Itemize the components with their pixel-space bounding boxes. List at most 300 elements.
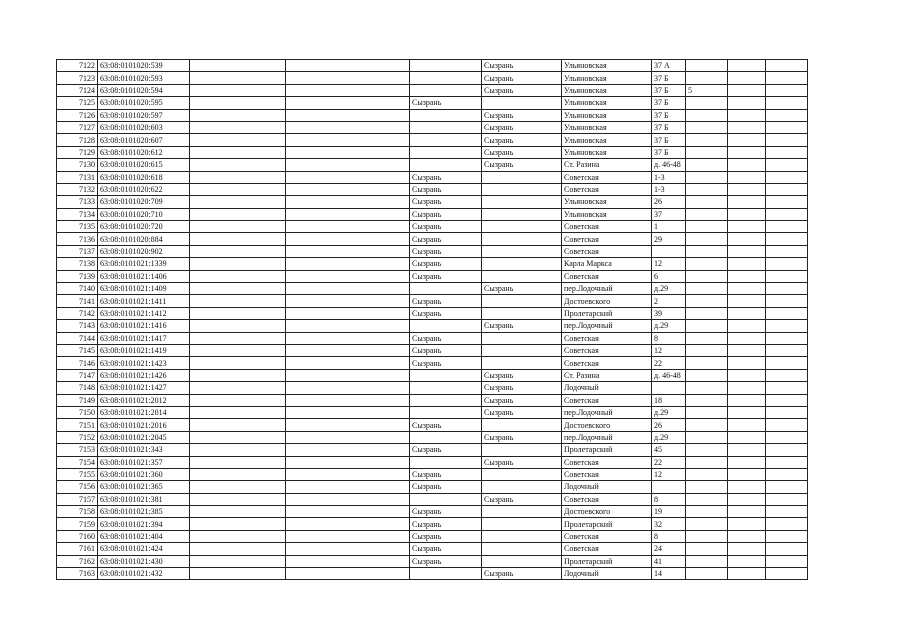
empty-cell xyxy=(190,72,286,84)
empty-cell xyxy=(190,568,286,580)
empty-cell xyxy=(766,60,808,72)
house-cell: 8 xyxy=(652,332,686,344)
street-cell: Советская xyxy=(562,543,652,555)
empty-cell xyxy=(728,72,766,84)
extra-cell xyxy=(686,357,728,369)
city-cell xyxy=(410,568,482,580)
empty-cell xyxy=(190,382,286,394)
table-row xyxy=(57,320,808,332)
street-cell: Советская xyxy=(562,221,652,233)
empty-cell xyxy=(190,60,286,72)
house-cell: д. 46-48 xyxy=(652,369,686,381)
cadastral-number: 63:08:0101020:597 xyxy=(98,109,190,121)
city-cell: Сызрань xyxy=(410,518,482,530)
empty-cell xyxy=(190,258,286,270)
city-cell: Сызрань xyxy=(410,196,482,208)
row-number: 7146 xyxy=(57,357,98,369)
city-cell xyxy=(410,493,482,505)
empty-cell xyxy=(728,84,766,96)
empty-cell xyxy=(728,196,766,208)
empty-cell xyxy=(190,406,286,418)
street-cell: Лодочный xyxy=(562,568,652,580)
cadastral-number: 63:08:0101021:360 xyxy=(98,468,190,480)
empty-cell xyxy=(728,283,766,295)
empty-cell xyxy=(286,568,410,580)
settlement-cell xyxy=(482,344,562,356)
city-cell: Сызрань xyxy=(410,221,482,233)
cadastral-number: 63:08:0101021:2016 xyxy=(98,419,190,431)
empty-cell xyxy=(286,258,410,270)
extra-cell xyxy=(686,171,728,183)
settlement-cell xyxy=(482,208,562,220)
city-cell xyxy=(410,283,482,295)
table-row xyxy=(57,481,808,493)
city-cell xyxy=(410,109,482,121)
extra-cell xyxy=(686,568,728,580)
street-cell: Ульяновская xyxy=(562,196,652,208)
empty-cell xyxy=(766,518,808,530)
row-number: 7158 xyxy=(57,506,98,518)
settlement-cell xyxy=(482,444,562,456)
empty-cell xyxy=(728,530,766,542)
settlement-cell: Сызрань xyxy=(482,159,562,171)
empty-cell xyxy=(728,555,766,567)
street-cell: Советская xyxy=(562,270,652,282)
cadastral-number: 63:08:0101020:622 xyxy=(98,183,190,195)
extra-cell xyxy=(686,530,728,542)
cadastral-number: 63:08:0101020:607 xyxy=(98,134,190,146)
table-row xyxy=(57,382,808,394)
empty-cell xyxy=(190,109,286,121)
empty-cell xyxy=(728,245,766,257)
street-cell: Карла Маркса xyxy=(562,258,652,270)
settlement-cell xyxy=(482,97,562,109)
extra-cell xyxy=(686,307,728,319)
settlement-cell xyxy=(482,419,562,431)
empty-cell xyxy=(766,568,808,580)
street-cell: Лодочный xyxy=(562,481,652,493)
empty-cell xyxy=(728,394,766,406)
empty-cell xyxy=(766,159,808,171)
empty-cell xyxy=(766,555,808,567)
empty-cell xyxy=(728,357,766,369)
row-number: 7150 xyxy=(57,406,98,418)
cadastral-number: 63:08:0101021:2012 xyxy=(98,394,190,406)
cadastral-number: 63:08:0101021:1339 xyxy=(98,258,190,270)
city-cell: Сызрань xyxy=(410,270,482,282)
street-cell: пер.Лодочный xyxy=(562,431,652,443)
empty-cell xyxy=(286,518,410,530)
row-number: 7154 xyxy=(57,456,98,468)
table-row xyxy=(57,394,808,406)
city-cell: Сызрань xyxy=(410,295,482,307)
house-cell: 41 xyxy=(652,555,686,567)
empty-cell xyxy=(190,493,286,505)
city-cell xyxy=(410,456,482,468)
row-number: 7152 xyxy=(57,431,98,443)
row-number: 7160 xyxy=(57,530,98,542)
settlement-cell: Сызрань xyxy=(482,72,562,84)
cadastral-number: 63:08:0101020:595 xyxy=(98,97,190,109)
house-cell: д.29 xyxy=(652,431,686,443)
row-number: 7155 xyxy=(57,468,98,480)
settlement-cell xyxy=(482,481,562,493)
empty-cell xyxy=(286,97,410,109)
cadastral-number: 63:08:0101021:343 xyxy=(98,444,190,456)
empty-cell xyxy=(766,419,808,431)
house-cell: 8 xyxy=(652,493,686,505)
empty-cell xyxy=(766,97,808,109)
extra-cell xyxy=(686,481,728,493)
cadastral-number: 63:08:0101021:1427 xyxy=(98,382,190,394)
empty-cell xyxy=(286,543,410,555)
cadastral-number: 63:08:0101021:1412 xyxy=(98,307,190,319)
empty-cell xyxy=(286,171,410,183)
settlement-cell: Сызрань xyxy=(482,456,562,468)
house-cell: 8 xyxy=(652,530,686,542)
settlement-cell: Сызрань xyxy=(482,121,562,133)
cadastral-number: 63:08:0101021:1411 xyxy=(98,295,190,307)
empty-cell xyxy=(190,121,286,133)
settlement-cell: Сызрань xyxy=(482,146,562,158)
house-cell: д. 46-48 xyxy=(652,159,686,171)
row-number: 7161 xyxy=(57,543,98,555)
empty-cell xyxy=(190,506,286,518)
row-number: 7125 xyxy=(57,97,98,109)
settlement-cell xyxy=(482,245,562,257)
empty-cell xyxy=(766,72,808,84)
table-row xyxy=(57,84,808,96)
house-cell: 26 xyxy=(652,196,686,208)
settlement-cell: Сызрань xyxy=(482,134,562,146)
empty-cell xyxy=(766,382,808,394)
empty-cell xyxy=(190,444,286,456)
empty-cell xyxy=(286,357,410,369)
empty-cell xyxy=(766,481,808,493)
empty-cell xyxy=(190,555,286,567)
street-cell: Достоевского xyxy=(562,419,652,431)
empty-cell xyxy=(766,245,808,257)
extra-cell xyxy=(686,208,728,220)
extra-cell xyxy=(686,456,728,468)
empty-cell xyxy=(728,518,766,530)
empty-cell xyxy=(728,270,766,282)
empty-cell xyxy=(190,320,286,332)
city-cell: Сызрань xyxy=(410,481,482,493)
empty-cell xyxy=(728,97,766,109)
empty-cell xyxy=(190,196,286,208)
empty-cell xyxy=(190,431,286,443)
extra-cell xyxy=(686,72,728,84)
row-number: 7123 xyxy=(57,72,98,84)
street-cell: Пролетарский xyxy=(562,307,652,319)
empty-cell xyxy=(286,419,410,431)
extra-cell xyxy=(686,369,728,381)
row-number: 7131 xyxy=(57,171,98,183)
city-cell xyxy=(410,369,482,381)
city-cell: Сызрань xyxy=(410,332,482,344)
empty-cell xyxy=(286,382,410,394)
empty-cell xyxy=(190,307,286,319)
empty-cell xyxy=(728,506,766,518)
cadastral-number: 63:08:0101020:593 xyxy=(98,72,190,84)
street-cell: Ульяновская xyxy=(562,72,652,84)
empty-cell xyxy=(728,419,766,431)
table-row xyxy=(57,444,808,456)
empty-cell xyxy=(286,431,410,443)
street-cell: пер.Лодочный xyxy=(562,406,652,418)
city-cell: Сызрань xyxy=(410,468,482,480)
cadastral-number: 63:08:0101021:1409 xyxy=(98,283,190,295)
empty-cell xyxy=(286,221,410,233)
city-cell: Сызрань xyxy=(410,258,482,270)
house-cell: 45 xyxy=(652,444,686,456)
settlement-cell xyxy=(482,468,562,480)
city-cell: Сызрань xyxy=(410,245,482,257)
empty-cell xyxy=(728,60,766,72)
cadastral-number: 63:08:0101020:612 xyxy=(98,146,190,158)
extra-cell xyxy=(686,506,728,518)
cadastral-number: 63:08:0101020:615 xyxy=(98,159,190,171)
table-row xyxy=(57,506,808,518)
empty-cell xyxy=(728,320,766,332)
extra-cell xyxy=(686,146,728,158)
city-cell: Сызрань xyxy=(410,543,482,555)
empty-cell xyxy=(766,394,808,406)
row-number: 7138 xyxy=(57,258,98,270)
house-cell: д.29 xyxy=(652,283,686,295)
settlement-cell xyxy=(482,332,562,344)
empty-cell xyxy=(766,456,808,468)
row-number: 7127 xyxy=(57,121,98,133)
street-cell: Ульяновская xyxy=(562,60,652,72)
empty-cell xyxy=(728,568,766,580)
row-number: 7124 xyxy=(57,84,98,96)
table-row xyxy=(57,530,808,542)
row-number: 7157 xyxy=(57,493,98,505)
row-number: 7136 xyxy=(57,233,98,245)
empty-cell xyxy=(728,258,766,270)
cadastral-number: 63:08:0101021:2045 xyxy=(98,431,190,443)
row-number: 7129 xyxy=(57,146,98,158)
extra-cell xyxy=(686,196,728,208)
empty-cell xyxy=(286,84,410,96)
row-number: 7162 xyxy=(57,555,98,567)
street-cell: Советская xyxy=(562,245,652,257)
empty-cell xyxy=(728,307,766,319)
empty-cell xyxy=(728,344,766,356)
empty-cell xyxy=(190,283,286,295)
table-row xyxy=(57,568,808,580)
empty-cell xyxy=(286,344,410,356)
cadastral-number: 63:08:0101021:1406 xyxy=(98,270,190,282)
empty-cell xyxy=(190,159,286,171)
empty-cell xyxy=(190,481,286,493)
city-cell xyxy=(410,431,482,443)
settlement-cell xyxy=(482,295,562,307)
empty-cell xyxy=(190,183,286,195)
empty-cell xyxy=(766,543,808,555)
empty-cell xyxy=(286,369,410,381)
city-cell xyxy=(410,146,482,158)
settlement-cell: Сызрань xyxy=(482,394,562,406)
extra-cell xyxy=(686,394,728,406)
extra-cell xyxy=(686,320,728,332)
empty-cell xyxy=(766,146,808,158)
extra-cell xyxy=(686,159,728,171)
empty-cell xyxy=(190,394,286,406)
cadastral-number: 63:08:0101021:432 xyxy=(98,568,190,580)
empty-cell xyxy=(190,221,286,233)
row-number: 7141 xyxy=(57,295,98,307)
extra-cell xyxy=(686,134,728,146)
table-row xyxy=(57,468,808,480)
row-number: 7156 xyxy=(57,481,98,493)
empty-cell xyxy=(766,493,808,505)
table-row xyxy=(57,270,808,282)
settlement-cell xyxy=(482,270,562,282)
table-row xyxy=(57,97,808,109)
extra-cell xyxy=(686,543,728,555)
table-row xyxy=(57,208,808,220)
street-cell: Лодочный xyxy=(562,382,652,394)
house-cell: 24 xyxy=(652,543,686,555)
street-cell: Советская xyxy=(562,332,652,344)
street-cell: Ульяновская xyxy=(562,109,652,121)
cadastral-number: 63:08:0101021:1417 xyxy=(98,332,190,344)
empty-cell xyxy=(286,506,410,518)
street-cell: Советская xyxy=(562,344,652,356)
empty-cell xyxy=(190,456,286,468)
row-number: 7143 xyxy=(57,320,98,332)
settlement-cell xyxy=(482,357,562,369)
settlement-cell: Сызрань xyxy=(482,568,562,580)
extra-cell xyxy=(686,468,728,480)
extra-cell xyxy=(686,109,728,121)
settlement-cell: Сызрань xyxy=(482,84,562,96)
table-row xyxy=(57,221,808,233)
row-number: 7133 xyxy=(57,196,98,208)
empty-cell xyxy=(286,109,410,121)
cadastral-number: 63:08:0101020:594 xyxy=(98,84,190,96)
empty-cell xyxy=(728,369,766,381)
empty-cell xyxy=(766,530,808,542)
empty-cell xyxy=(766,406,808,418)
cadastral-number: 63:08:0101020:539 xyxy=(98,60,190,72)
empty-cell xyxy=(286,270,410,282)
empty-cell xyxy=(766,121,808,133)
house-cell: д.29 xyxy=(652,320,686,332)
cadastral-number: 63:08:0101020:902 xyxy=(98,245,190,257)
house-cell: 37 Б xyxy=(652,97,686,109)
house-cell: 12 xyxy=(652,258,686,270)
street-cell: Ст. Разина xyxy=(562,159,652,171)
extra-cell xyxy=(686,382,728,394)
cadastral-number: 63:08:0101021:365 xyxy=(98,481,190,493)
property-registry-table xyxy=(56,59,808,580)
settlement-cell xyxy=(482,171,562,183)
settlement-cell: Сызрань xyxy=(482,109,562,121)
table-row xyxy=(57,72,808,84)
house-cell: 19 xyxy=(652,506,686,518)
empty-cell xyxy=(190,419,286,431)
street-cell: Достоевского xyxy=(562,506,652,518)
house-cell xyxy=(652,245,686,257)
cadastral-number: 63:08:0101021:424 xyxy=(98,543,190,555)
cadastral-number: 63:08:0101021:381 xyxy=(98,493,190,505)
extra-cell xyxy=(686,431,728,443)
settlement-cell: Сызрань xyxy=(482,493,562,505)
extra-cell xyxy=(686,270,728,282)
row-number: 7153 xyxy=(57,444,98,456)
house-cell: 37 Б xyxy=(652,134,686,146)
city-cell: Сызрань xyxy=(410,307,482,319)
cadastral-number: 63:08:0101021:385 xyxy=(98,506,190,518)
table-row xyxy=(57,134,808,146)
extra-cell xyxy=(686,518,728,530)
empty-cell xyxy=(766,295,808,307)
empty-cell xyxy=(728,382,766,394)
street-cell: Советская xyxy=(562,394,652,406)
empty-cell xyxy=(286,233,410,245)
empty-cell xyxy=(286,555,410,567)
street-cell: Ст. Разина xyxy=(562,369,652,381)
house-cell: 22 xyxy=(652,357,686,369)
empty-cell xyxy=(286,208,410,220)
empty-cell xyxy=(766,320,808,332)
extra-cell xyxy=(686,444,728,456)
table-row xyxy=(57,456,808,468)
cadastral-number: 63:08:0101020:884 xyxy=(98,233,190,245)
settlement-cell xyxy=(482,258,562,270)
city-cell: Сызрань xyxy=(410,208,482,220)
row-number: 7134 xyxy=(57,208,98,220)
table-row xyxy=(57,344,808,356)
house-cell: 22 xyxy=(652,456,686,468)
empty-cell xyxy=(190,97,286,109)
empty-cell xyxy=(190,134,286,146)
empty-cell xyxy=(190,332,286,344)
house-cell: 37 Б xyxy=(652,121,686,133)
empty-cell xyxy=(728,543,766,555)
house-cell: 37 Б xyxy=(652,146,686,158)
row-number: 7126 xyxy=(57,109,98,121)
city-cell: Сызрань xyxy=(410,419,482,431)
empty-cell xyxy=(728,481,766,493)
street-cell: пер.Лодочный xyxy=(562,320,652,332)
empty-cell xyxy=(190,245,286,257)
empty-cell xyxy=(190,530,286,542)
cadastral-number: 63:08:0101021:430 xyxy=(98,555,190,567)
empty-cell xyxy=(286,493,410,505)
row-number: 7132 xyxy=(57,183,98,195)
cadastral-number: 63:08:0101021:1426 xyxy=(98,369,190,381)
empty-cell xyxy=(286,283,410,295)
city-cell xyxy=(410,72,482,84)
table-row xyxy=(57,369,808,381)
extra-cell xyxy=(686,344,728,356)
cadastral-number: 63:08:0101021:1423 xyxy=(98,357,190,369)
street-cell: Советская xyxy=(562,530,652,542)
row-number: 7148 xyxy=(57,382,98,394)
empty-cell xyxy=(190,357,286,369)
table-row xyxy=(57,60,808,72)
row-number: 7128 xyxy=(57,134,98,146)
empty-cell xyxy=(190,369,286,381)
empty-cell xyxy=(286,481,410,493)
city-cell xyxy=(410,84,482,96)
table-row xyxy=(57,419,808,431)
